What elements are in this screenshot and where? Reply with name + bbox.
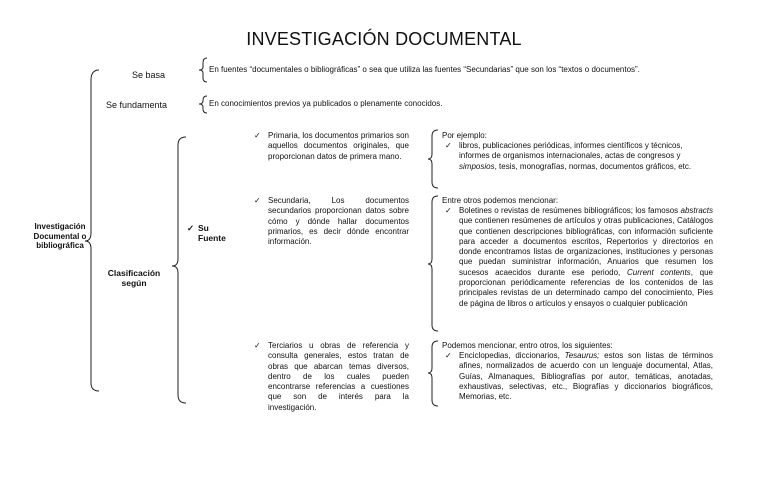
secundaria-detail <box>445 206 713 309</box>
secundaria-item <box>254 196 409 247</box>
primaria-detail-check-icon: ✓ <box>445 141 452 150</box>
terciarios-text: Terciarios u obras de referencia y consulta generales, estos tratan de obras que abarcan temas diversos, dentro de los cuales pueden encontrarse referencias a cuestiones que son de interés para la investigación. <box>268 341 409 412</box>
root-label-line1: Investigación <box>34 222 86 231</box>
primaria-intro: Por ejemplo: <box>442 131 487 140</box>
secundaria-detail-middle: que contienen resúmenes de artículos y otras publicaciones, Catálogos que contienen descripciones bibliográficas, con información suficiente para acceder a documentos escritos, Repertorios y directorios en donde encontramos listas de organizaciones, instituciones y personas que puedan suministrar información, Anuarios que resumen los sucesos acaecidos durante ese periodo, <box>459 216 713 277</box>
secundaria-detail-tail: , que proporcionan periódicamente referencias de los contenidos de las principales revistas de un determinado campo del conocimiento, Pies de página de libros o artículos y ensayos o cualquier publicación <box>459 267 713 308</box>
terciarios-detail-check-icon: ✓ <box>445 351 452 360</box>
primaria-bracket <box>428 130 438 188</box>
su-fuente-check-icon: ✓ <box>187 223 195 233</box>
su-fuente-line2: Fuente <box>198 233 226 243</box>
primaria-detail-italic: simposios <box>459 161 495 171</box>
root-label-line2: Documental o <box>33 231 87 241</box>
se-fundamenta-text: En conocimientos previos ya publicados o plenamente conocidos. <box>209 99 443 108</box>
su-fuente-label <box>187 223 226 243</box>
terciarios-intro: Podemos mencionar, entro otros, los siguientes: <box>442 341 613 350</box>
secundaria-bracket <box>428 196 438 331</box>
terciarios-item <box>254 341 409 413</box>
terciarios-bracket <box>428 341 438 406</box>
clasificacion-label <box>100 268 168 288</box>
list-item <box>445 141 713 172</box>
list-item <box>254 131 409 162</box>
page-title: INVESTIGACIÓN DOCUMENTAL <box>246 29 522 49</box>
list-item <box>445 206 713 309</box>
secundaria-detail-italic2: Current contents <box>627 267 691 277</box>
se-fundamenta-label: Se fundamenta <box>106 100 168 110</box>
list-item <box>254 341 409 413</box>
primaria-item <box>254 131 409 162</box>
se-fundamenta-bracket <box>199 96 207 113</box>
primaria-check-icon: ✓ <box>254 131 261 140</box>
root-label-line3: bibliográfica <box>36 241 84 250</box>
clasificacion-line2: según <box>121 278 147 288</box>
se-basa-label: Se basa <box>132 70 166 80</box>
terciarios-detail-text: Enciclopedias, diccionarios, <box>459 351 565 360</box>
secundaria-intro: Entre otros podemos mencionar: <box>442 196 559 205</box>
secundaria-detail-italic: abstracts <box>680 206 713 215</box>
root-label <box>30 222 90 251</box>
terciarios-detail <box>445 351 713 402</box>
terciarios-detail-italic: Tesaurus; <box>564 351 600 360</box>
su-fuente-line1: Su <box>198 223 209 233</box>
clasificacion-line1: Clasificación <box>107 268 161 278</box>
se-basa-bracket <box>199 58 207 82</box>
terciarios-check-icon: ✓ <box>254 341 261 350</box>
list-item <box>254 196 409 247</box>
primaria-detail-tail: , tesis, monografías, normas, documentos gráficos, etc. <box>494 161 692 171</box>
primaria-detail <box>445 141 713 172</box>
clasificacion-bracket <box>172 137 186 403</box>
secundaria-check-icon: ✓ <box>254 196 261 205</box>
secundaria-detail-check-icon: ✓ <box>445 206 452 215</box>
terciarios-detail-tail: estos son listas de términos afines, normalizados de acuerdo con un lenguaje documental, Atlas, Guías, Almanaques, Bibliografías por autor, temáticas, anotadas, exhaustivas, selectivas, etc., Biografías y diccionarios biográficos, Memorias, etc. <box>459 351 713 402</box>
se-basa-text: En fuentes “documentales o bibliográficas” o sea que utiliza las fuentes “Secundarias” que son los “textos o documentos”. <box>209 65 640 74</box>
secundaria-text: Secundaria, Los documentos secundarios proporcionan datos sobre cómo y dónde hallar documentos primarios, es decir dónde encontrar información. <box>268 196 409 247</box>
secundaria-detail-text: Boletines o revistas de resúmenes bibliográficos; los famosos <box>459 206 681 215</box>
primaria-detail-text: libros, publicaciones periódicas, informes científicos y técnicos, informes de organismos internacionales, actas de congresos y <box>459 141 683 161</box>
primaria-text: Primaria, los documentos primarios son aquellos documentos originales, que proporcionan datos de primera mano. <box>268 131 409 161</box>
list-item <box>445 351 713 402</box>
